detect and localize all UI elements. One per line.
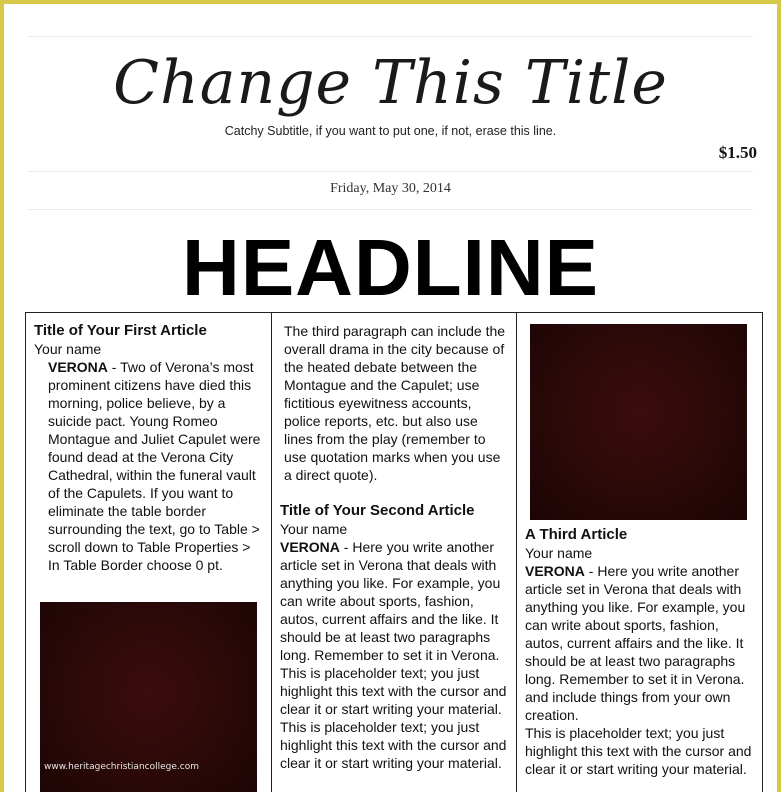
first-article-dateline: VERONA: [48, 359, 108, 375]
main-headline[interactable]: HEADLINE: [182, 223, 599, 312]
top-divider: [28, 36, 753, 37]
first-article-author[interactable]: Your name: [34, 341, 102, 357]
third-article-text: - Here you write another article set in Verona that deals with anything you like. For example, you can write about sports, fashion, autos, current affairs and the like. It should be at least two paragraphs long. Remember to set it in Verona. and include things from your own creation.: [525, 563, 746, 723]
third-article-dateline: VERONA: [525, 563, 585, 579]
third-article-photo[interactable]: [530, 324, 747, 520]
date-divider: [28, 209, 753, 210]
third-article-title[interactable]: A Third Article: [525, 526, 628, 543]
first-article-continuation[interactable]: The third paragraph can include the overall drama in the city because of the heated debate between the Montague and the Capulet; use fictitious eyewitness accounts, police reports, etc. but also use lines from the play (remember to use quotation marks when you use a direct quote).: [284, 323, 506, 483]
third-article-body-2[interactable]: This is placeholder text; you just highlight this text with the cursor and clear it or start writing your material.: [525, 725, 752, 777]
second-article-author[interactable]: Your name: [280, 521, 348, 537]
article-column-1: [26, 313, 272, 792]
newspaper-title[interactable]: Change This Title: [113, 48, 668, 118]
masthead-divider: [28, 171, 753, 172]
articles-table: [25, 312, 763, 792]
first-article-body[interactable]: [34, 358, 264, 574]
photo-watermark: www.heritagechristiancollege.com: [44, 762, 199, 772]
issue-price[interactable]: $1.50: [718, 143, 757, 162]
first-article-text: - Two of Verona’s most prominent citizens have died this morning, police believe, by a suicide pact. Young Romeo Montague and Juliet Capulet were found dead at the Verona City Cathedral, within the funeral vault of the Capulets. If you want to eliminate the table border surrounding the text, go to Table > scroll down to Table Properties > In Table Border choose 0 pt.: [48, 359, 261, 573]
issue-date[interactable]: Friday, May 30, 2014: [330, 181, 451, 196]
second-article-body[interactable]: [280, 538, 509, 718]
first-article-photo[interactable]: [40, 602, 257, 792]
second-article-title[interactable]: Title of Your Second Article: [280, 502, 475, 519]
second-article-dateline: VERONA: [280, 539, 340, 555]
third-article-author[interactable]: Your name: [525, 545, 593, 561]
article-column-2: [272, 313, 517, 792]
newspaper-subtitle[interactable]: Catchy Subtitle, if you want to put one, if not, erase this line.: [224, 124, 557, 138]
second-article-text: - Here you write another article set in Verona that deals with anything you like. For example, you can write about sports, fashion, autos, current affairs and the like. It should be at least two paragraphs long. Remember to set it in Verona. This is placeholder text; you just highlight this text with the cursor and clear it or start writing your material.: [280, 539, 507, 717]
article-column-3: [517, 313, 762, 792]
third-article-body[interactable]: [525, 562, 755, 724]
second-article-body-2[interactable]: This is placeholder text; you just highlight this text with the cursor and clear it or start writing your material.: [280, 719, 507, 771]
spacer: [280, 484, 509, 502]
first-article-title[interactable]: Title of Your First Article: [34, 322, 207, 339]
